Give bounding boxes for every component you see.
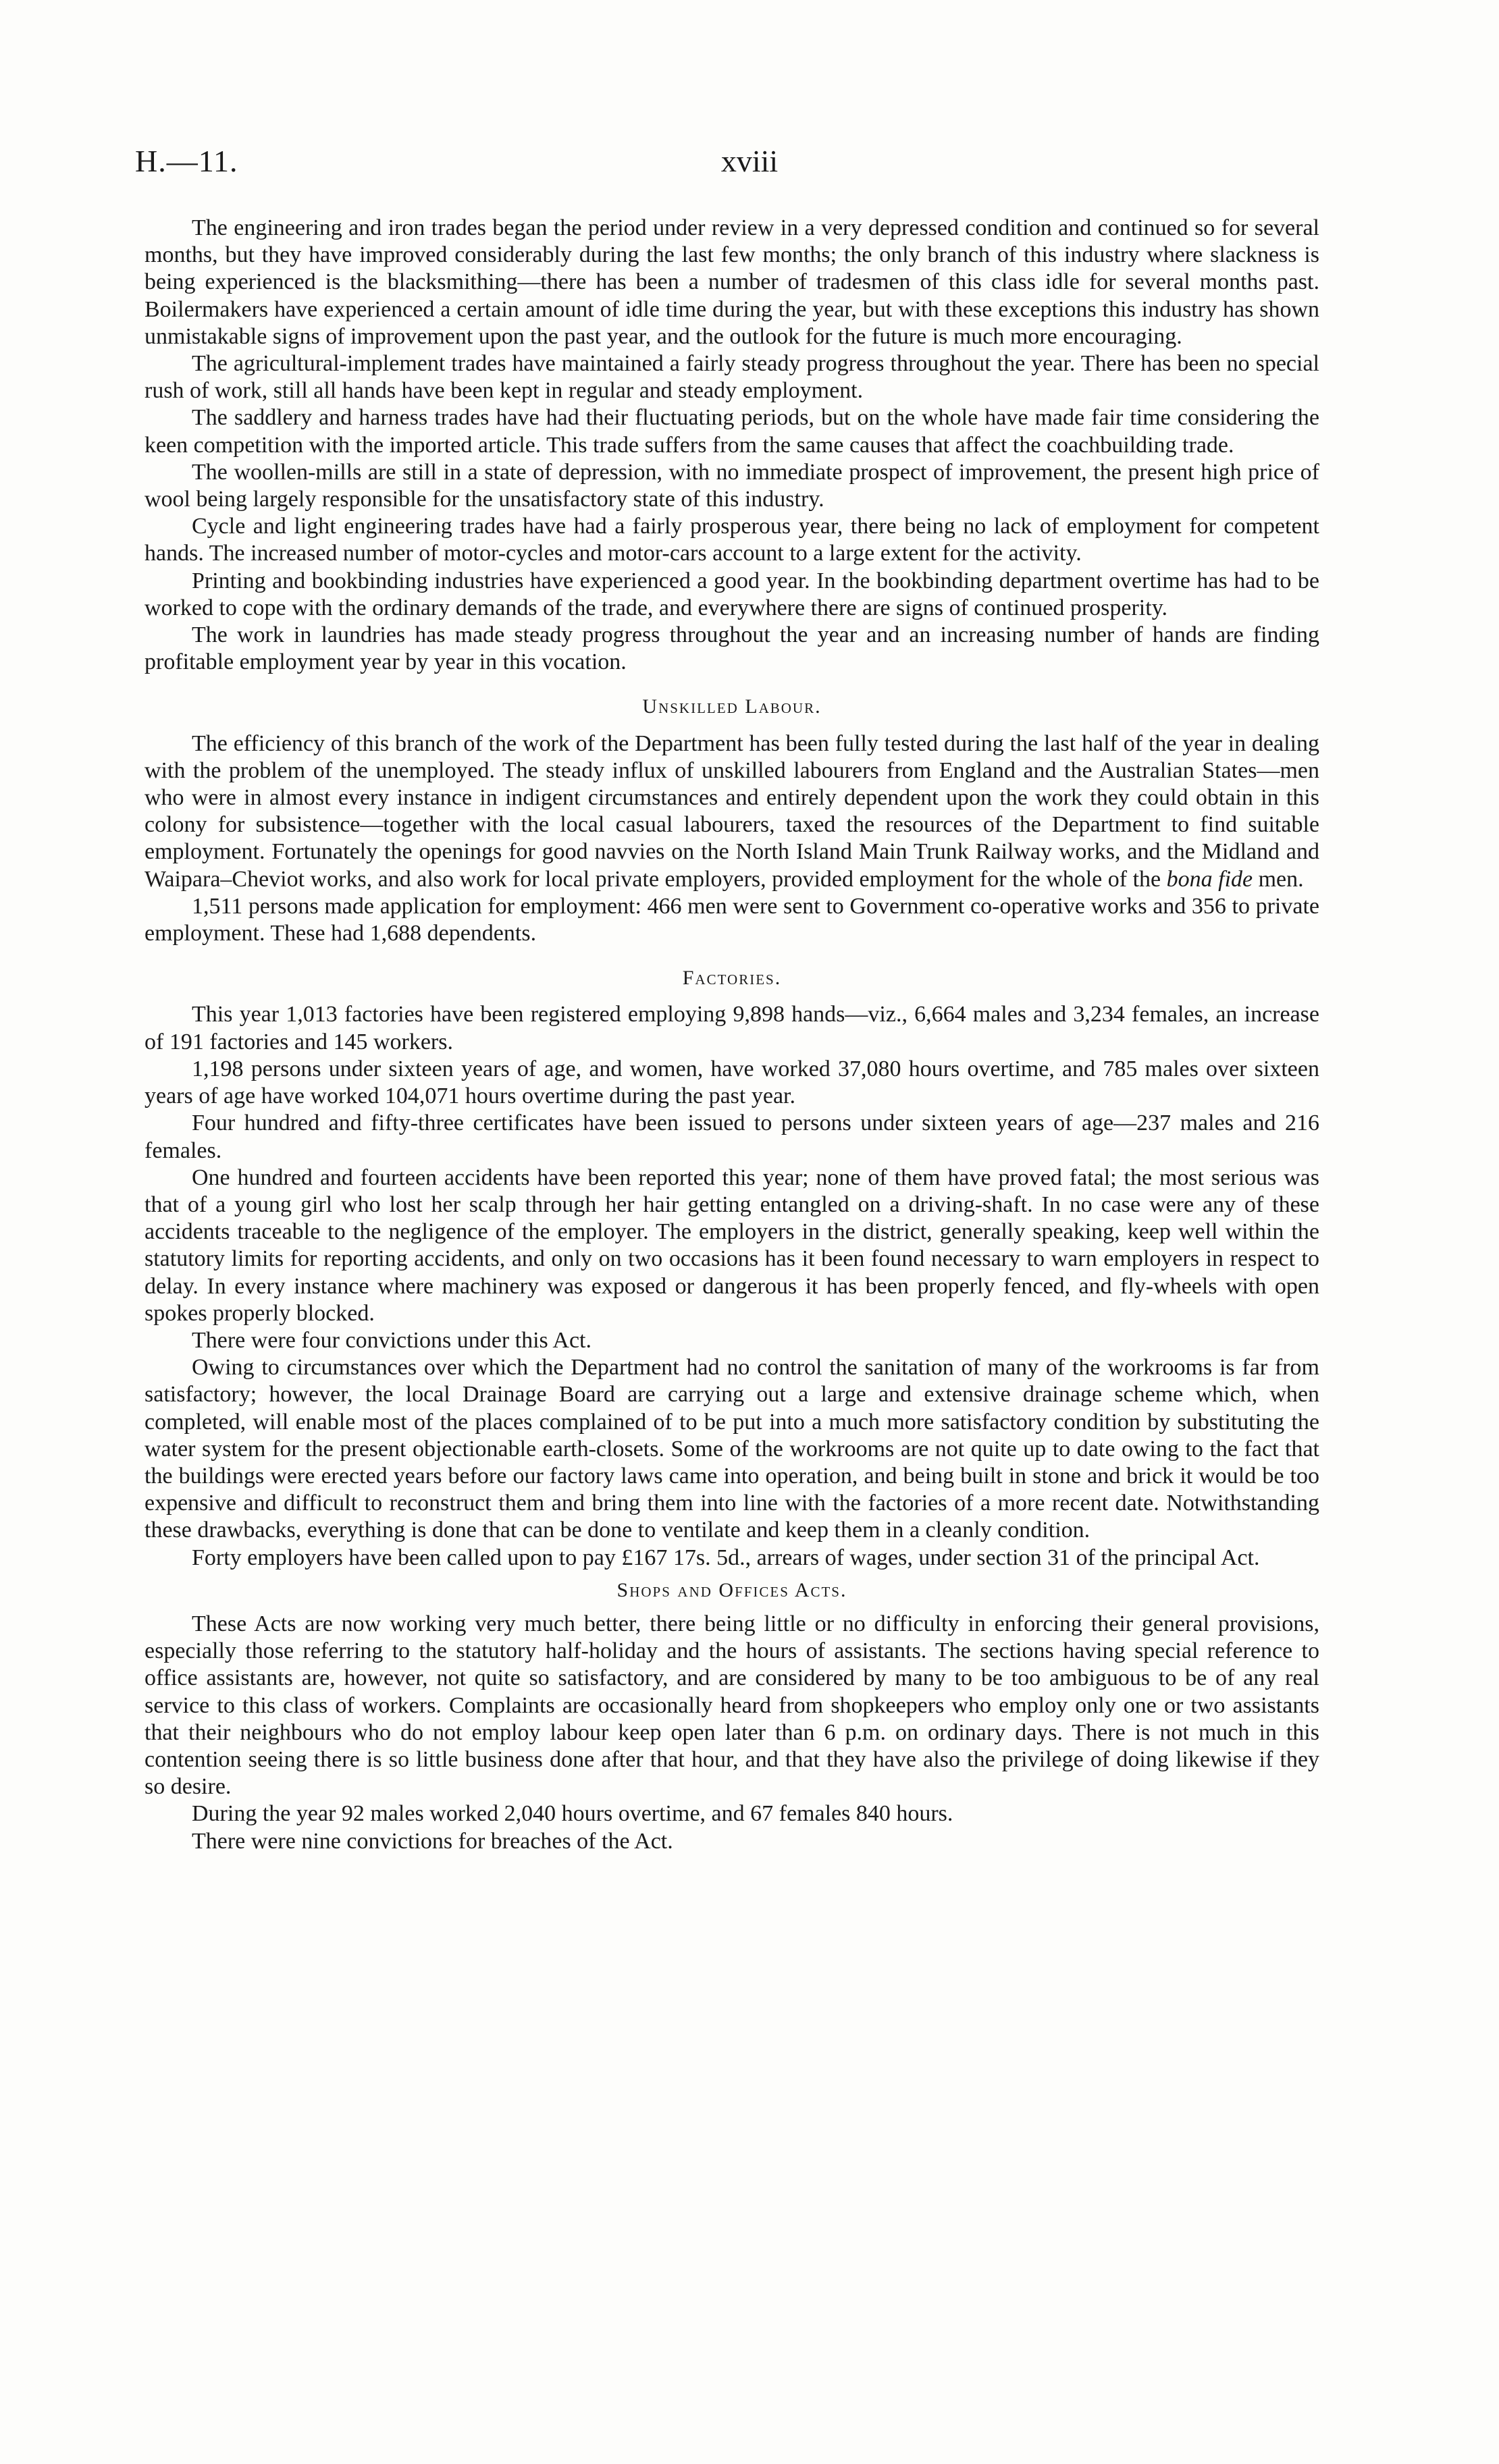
- paragraph-unskilled-applications: 1,511 persons made application for employment: 466 men were sent to Government co-operative works and 356 to private employment. These had 1,688 dependents.: [144, 893, 1319, 946]
- paragraph-factories-registered: This year 1,013 factories have been registered employing 9,898 hands—viz., 6,664 males and 3,234 females, an increase of 191 factories and 145 workers.: [144, 1002, 1319, 1054]
- paragraph-engineering: The engineering and iron trades began the period under review in a very depressed condition and continued so for several months, but they have improved considerably during the last few months; the only branch of this industry where slackness is being experienced is the blacksmithing—there has been a number of tradesmen of this class idle for several months past. Boilermakers have experienced a certain amount of idle time during the year, but with these exceptions this industry has shown unmistakable signs of improvement upon the past year, and the outlook for the future is much more encouraging.: [144, 215, 1319, 349]
- paragraph-agricultural: The agricultural-implement trades have maintained a fairly steady progress throughout the year. There has been no special rush of work, still all hands have been kept in regular and steady employment.: [144, 351, 1319, 404]
- paragraph-shops-convictions: There were nine convictions for breaches of the Act.: [192, 1828, 673, 1854]
- paragraph-factories-certificates: Four hundred and fifty-three certificates have been issued to persons under sixteen years of age—237 males and 216 females.: [144, 1110, 1319, 1163]
- page-body: [144, 215, 1319, 1855]
- paragraph-unskilled-efficiency: [144, 730, 1319, 893]
- section-heading-shops-offices: Shops and Offices Acts.: [616, 1578, 847, 1601]
- paragraph-unskilled-text-a: The efficiency of this branch of the work of the Department has been fully tested during the last half of the year in dealing with the problem of the unemployed. The steady influx of unskilled labourers from England and the Australian States—men who were in almost every instance in indigent circumstances and entirely dependent upon the work they could obtain in this colony for subsistence—together with the local casual labourers, taxed the resources of the Department to find suitable employment. Fortunately the openings for good navvies on the North Island Main Trunk Railway works, and the Midland and Waipara–Cheviot works, and also work for local private employers, provided employment for the whole of the: [144, 730, 1319, 892]
- paragraph-shops-overtime: During the year 92 males worked 2,040 hours overtime, and 67 females 840 hours.: [192, 1801, 953, 1827]
- paragraph-unskilled-text-b: men.: [1253, 866, 1304, 892]
- paragraph-cycle: Cycle and light engineering trades have had a fairly prosperous year, there being no lack of employment for competent hands. The increased number of motor-cycles and motor-cars account to a large extent for the activity.: [144, 514, 1319, 566]
- paragraph-factories-arrears: Forty employers have been called upon to pay £167 17s. 5d., arrears of wages, under section 31 of the principal Act.: [192, 1545, 1260, 1570]
- paragraph-laundries: The work in laundries has made steady progress throughout the year and an increasing number of hands are finding profitable employment year by year in this vocation.: [144, 622, 1319, 675]
- document-code: H.—11.: [135, 144, 238, 178]
- paragraph-shops-acts: These Acts are now working very much better, there being little or no difficulty in enforcing their general provisions, especially those referring to the statutory half-holiday and the hours of assistants. The sections having special reference to office assistants are, however, not quite so satisfactory, and are considered by many to be too ambiguous to be of any real service to this class of workers. Complaints are occasionally heard from shopkeepers who employ only one or two assistants that their neighbours who do not employ labour keep open later than 6 p.m. on ordinary days. There is not much in this contention seeing there is so little business done after that hour, and that they have also the privilege of doing likewise if they so desire.: [144, 1611, 1319, 1800]
- paragraph-factories-overtime: 1,198 persons under sixteen years of age, and women, have worked 37,080 hours overtime, and 785 males over sixteen years of age have worked 104,071 hours overtime during the past year.: [144, 1056, 1319, 1109]
- paragraph-printing: Printing and bookbinding industries have experienced a good year. In the bookbinding department overtime has had to be worked to cope with the ordinary demands of the trade, and everywhere there are signs of continued prosperity.: [144, 568, 1319, 620]
- paragraph-factories-accidents: One hundred and fourteen accidents have been reported this year; none of them have proved fatal; the most serious was that of a young girl who lost her scalp through her hair getting entangled on a driving-shaft. In no case were any of these accidents traceable to the negligence of the employer. The employers in the district, generally speaking, keep well within the statutory limits for reporting accidents, and only on two occasions has it been found necessary to warn employers in respect to delay. In every instance where machinery was exposed or dangerous it has been properly fenced, and fly-wheels with open spokes properly blocked.: [144, 1164, 1319, 1326]
- section-heading-unskilled-labour: Unskilled Labour.: [642, 695, 822, 718]
- paragraph-factories-convictions: There were four convictions under this Act.: [192, 1327, 591, 1353]
- page-number: xviii: [720, 144, 779, 178]
- paragraph-saddlery: The saddlery and harness trades have had their fluctuating periods, but on the whole have made fair time considering the keen competition with the imported article. This trade suffers from the same causes that affect the coachbuilding trade.: [144, 405, 1319, 458]
- paragraph-woollen-mills: The woollen-mills are still in a state of depression, with no immediate prospect of improvement, the present high price of wool being largely responsible for the unsatisfactory state of this industry.: [144, 459, 1319, 512]
- paragraph-factories-sanitation: Owing to circumstances over which the Department had no control the sanitation of many of the workrooms is far from satisfactory; however, the local Drainage Board are carrying out a large and extensive drainage scheme which, when completed, will enable most of the places complained of to be put into a much more satisfactory condition by substituting the water system for the present objectionable earth-closets. Some of the workrooms are not quite up to date owing to the fact that the buildings were erected years before our factory laws came into operation, and being built in stone and brick it would be too expensive and difficult to reconstruct them and bring them into line with the factories of a more recent date. Notwithstanding these drawbacks, everything is done that can be done to ventilate and keep them in a cleanly condition.: [144, 1355, 1319, 1543]
- section-heading-factories: Factories.: [682, 967, 782, 990]
- paragraph-unskilled-italic: bona fide: [1166, 866, 1253, 892]
- page-header: [135, 143, 1364, 190]
